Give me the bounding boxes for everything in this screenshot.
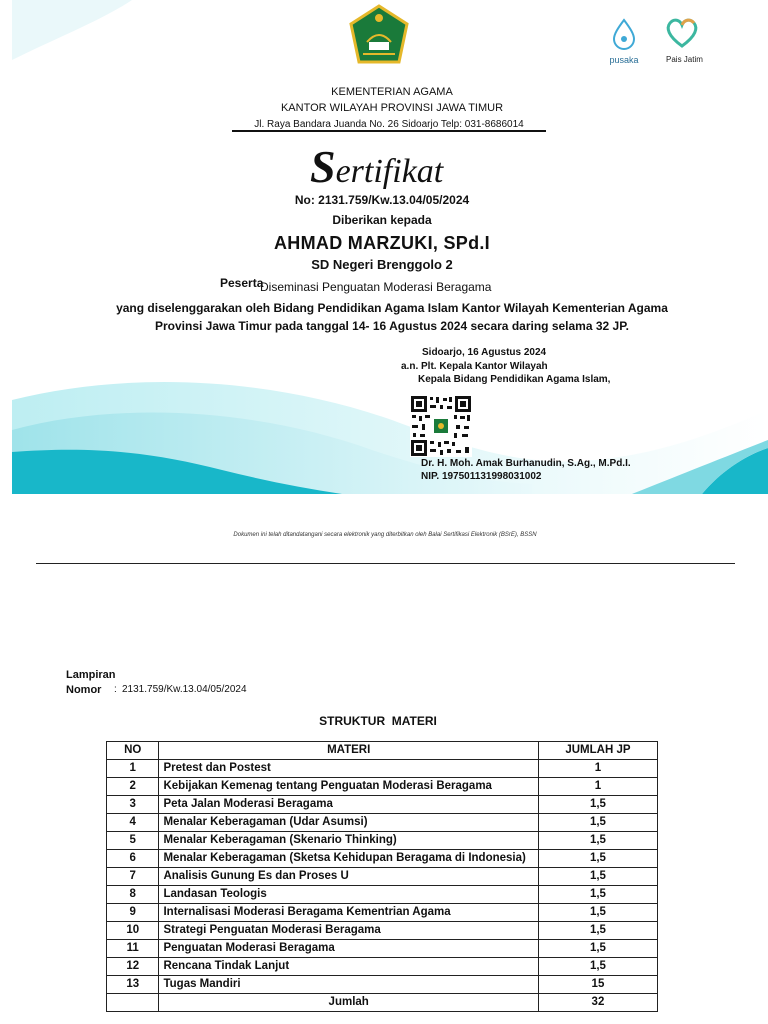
table-row [107, 832, 658, 850]
pusaka-label: pusaka [609, 55, 639, 65]
kemenag-emblem-icon [347, 4, 411, 68]
table-header-row [107, 742, 658, 760]
row-jumlah-jp: 15 [538, 976, 657, 994]
total-label: Jumlah [159, 994, 538, 1012]
event-name: Diseminasi Penguatan Moderasi Beragama [260, 280, 492, 294]
row-jumlah-jp: 1,5 [538, 922, 657, 940]
row-no: 4 [107, 814, 159, 832]
table-row [107, 886, 658, 904]
attachment-label: Lampiran [66, 669, 116, 681]
row-materi: Internalisasi Moderasi Beragama Kementrian Agama [159, 904, 538, 922]
row-materi: Analisis Gunung Es dan Proses U [159, 868, 538, 886]
row-jumlah-jp: 1,5 [538, 850, 657, 868]
signer-nip: NIP. 197501131998031002 [421, 471, 542, 482]
table-row [107, 976, 658, 994]
table-row [107, 940, 658, 958]
header-underline [232, 130, 546, 132]
page-divider [36, 563, 735, 564]
table-row [107, 850, 658, 868]
row-materi: Penguatan Moderasi Beragama [159, 940, 538, 958]
table-row [107, 796, 658, 814]
office-name: KANTOR WILAYAH PROVINSI JAWA TIMUR [280, 102, 504, 114]
total-value: 32 [538, 994, 657, 1012]
table-row [107, 922, 658, 940]
pais-jatim-heart-icon [662, 16, 702, 50]
row-no: 1 [107, 760, 159, 778]
row-no: 3 [107, 796, 159, 814]
title-initial: S [310, 141, 336, 192]
row-jumlah-jp: 1 [538, 760, 657, 778]
row-materi: Peta Jalan Moderasi Beragama [159, 796, 538, 814]
row-no: 9 [107, 904, 159, 922]
recipient-name: AHMAD MARZUKI, SPd.I [274, 233, 490, 253]
given-to-label: Diberikan kepada [332, 213, 432, 227]
certificate [12, 0, 768, 494]
attachment-number-label: Nomor [66, 684, 102, 696]
table-row [107, 868, 658, 886]
pais-jatim-label: Pais Jatim [666, 55, 703, 64]
row-no: 2 [107, 778, 159, 796]
row-materi: Menalar Keberagaman (Skenario Thinking) [159, 832, 538, 850]
row-materi: Landasan Teologis [159, 886, 538, 904]
row-jumlah-jp: 1,5 [538, 796, 657, 814]
sign-on-behalf: a.n. Plt. Kepala Kantor Wilayah [401, 361, 548, 372]
row-materi: Menalar Keberagaman (Udar Asumsi) [159, 814, 538, 832]
attachment-number-value: 2131.759/Kw.13.04/05/2024 [122, 684, 247, 695]
certificate-title [310, 140, 510, 190]
sign-place-date: Sidoarjo, 16 Agustus 2024 [422, 347, 547, 358]
certificate-number: No: 2131.759/Kw.13.04/05/2024 [294, 193, 470, 207]
attachment-number-separator: : [114, 684, 117, 695]
header-jumlah-jp: JUMLAH JP [538, 742, 657, 760]
sign-position: Kepala Bidang Pendidikan Agama Islam, [418, 374, 611, 385]
table-row [107, 778, 658, 796]
ministry-name: KEMENTERIAN AGAMA [331, 86, 453, 98]
signer-name: Dr. H. Moh. Amak Burhanudin, S.Ag., M.Pd.I. [421, 458, 631, 469]
row-no: 11 [107, 940, 159, 958]
row-jumlah-jp: 1,5 [538, 886, 657, 904]
table-row [107, 958, 658, 976]
row-jumlah-jp: 1,5 [538, 904, 657, 922]
row-jumlah-jp: 1,5 [538, 940, 657, 958]
pais-jatim-logo [652, 16, 712, 66]
row-no: 8 [107, 886, 159, 904]
row-jumlah-jp: 1,5 [538, 868, 657, 886]
role-label: Peserta [220, 276, 264, 290]
office-address: Jl. Raya Bandara Juanda No. 26 Sidoarjo Telp: 031-8686014 [254, 119, 524, 130]
row-no: 12 [107, 958, 159, 976]
row-no: 5 [107, 832, 159, 850]
recipient-school: SD Negeri Brenggolo 2 [311, 257, 453, 272]
section-title: STRUKTUR MATERI [319, 714, 437, 728]
row-materi: Menalar Keberagaman (Sketsa Kehidupan Beragama di Indonesia) [159, 850, 538, 868]
table-row [107, 814, 658, 832]
materi-table [106, 741, 658, 1012]
row-jumlah-jp: 1,5 [538, 832, 657, 850]
row-jumlah-jp: 1 [538, 778, 657, 796]
table-row [107, 904, 658, 922]
pusaka-drop-icon [604, 16, 644, 50]
row-materi: Tugas Mandiri [159, 976, 538, 994]
header-no: NO [107, 742, 159, 760]
row-materi: Kebijakan Kemenag tentang Penguatan Moderasi Beragama [159, 778, 538, 796]
row-no: 6 [107, 850, 159, 868]
row-materi: Rencana Tindak Lanjut [159, 958, 538, 976]
pusaka-logo [604, 16, 644, 66]
row-no: 13 [107, 976, 159, 994]
materi-table-body [107, 760, 658, 994]
organizer-line: yang diselenggarakan oleh Bidang Pendidikan Agama Islam Kantor Wilayah Kementerian Agama [116, 301, 668, 315]
row-no: 7 [107, 868, 159, 886]
date-line: Provinsi Jawa Timur pada tanggal 14- 16 Agustus 2024 secara daring selama 32 JP. [155, 319, 629, 333]
total-no-cell [107, 994, 159, 1012]
row-materi: Strategi Penguatan Moderasi Beragama [159, 922, 538, 940]
table-row [107, 760, 658, 778]
title-rest: ertifikat [335, 153, 444, 190]
table-total-row [107, 994, 658, 1012]
row-jumlah-jp: 1,5 [538, 814, 657, 832]
qr-code-icon [410, 395, 472, 457]
header-materi: MATERI [159, 742, 538, 760]
row-materi: Pretest dan Postest [159, 760, 538, 778]
row-jumlah-jp: 1,5 [538, 958, 657, 976]
row-no: 10 [107, 922, 159, 940]
esign-note: Dokumen ini telah ditandatangani secara elektronik yang diterbitkan oleh Balai Sertifikasi Elektronik (BSrE), BSSN [233, 532, 537, 538]
